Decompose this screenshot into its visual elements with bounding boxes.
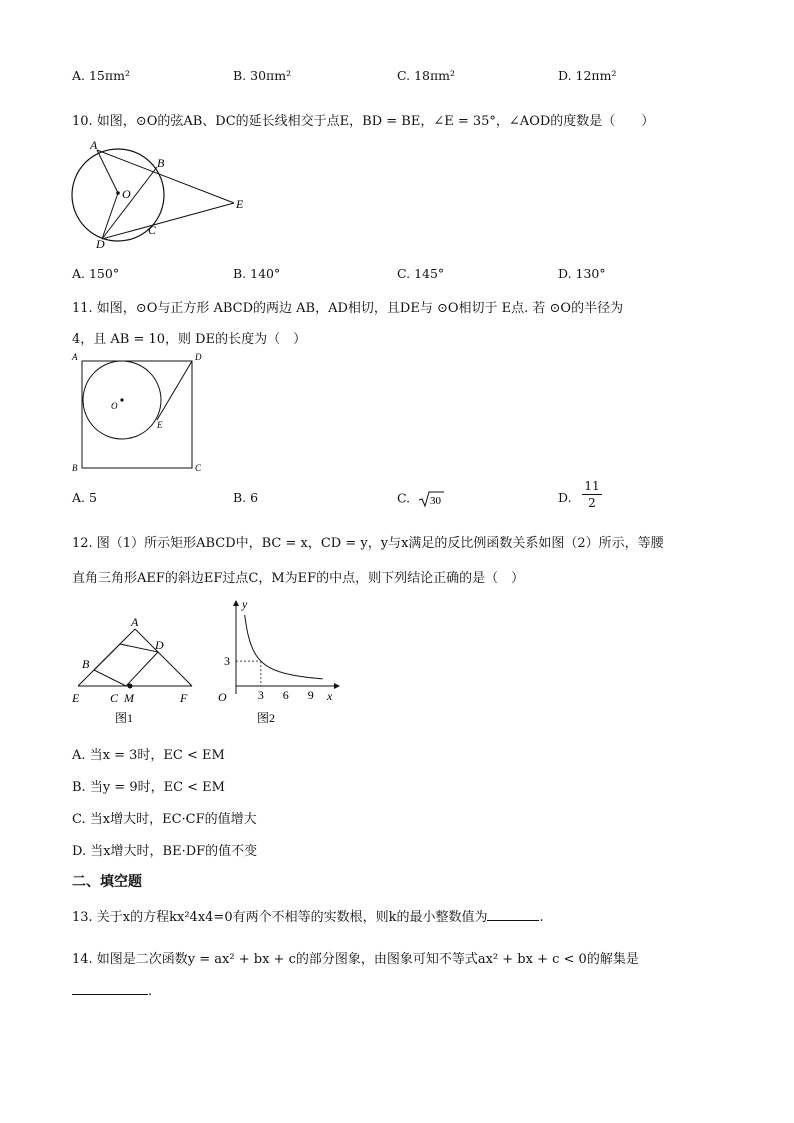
q10-center-dot	[116, 191, 120, 195]
q11-option-c-radicand: 30	[430, 495, 442, 507]
fig2-caption: 图2	[256, 711, 276, 725]
q9-option-d: D. 12πm²	[558, 68, 617, 83]
q10-label-o: O	[122, 187, 131, 201]
fig1-label-a: A	[131, 615, 139, 629]
q11-sqrt-sign	[418, 490, 444, 508]
q11-label-b: B	[72, 463, 78, 473]
q10-label-a: A	[90, 138, 98, 152]
q11-option-d-fraction	[582, 479, 602, 510]
q11-square	[82, 361, 192, 468]
fig1-label-b: B	[82, 657, 90, 671]
fig1-point-m	[128, 684, 133, 689]
q12-option-d: D. 当x增大时，BE·DF的值不变	[72, 844, 258, 859]
q11-stem-line2: 4，且 AB = 10，则 DE的长度为（ ）	[72, 332, 307, 347]
q12-stem-line1: 12. 图（1）所示矩形ABCD中，BC = x，CD = y，y与x满足的反比例函数关系如图（2）所示，等腰	[72, 536, 664, 551]
q11-option-d-numerator: 11	[584, 479, 600, 493]
fig2-tick-x9: 9	[307, 688, 314, 702]
q12-figure1	[68, 606, 208, 731]
q11-label-o: O	[111, 401, 118, 411]
fig1-label-f: F	[180, 691, 188, 705]
q11-figure	[66, 350, 216, 475]
q11-option-d-denominator: 2	[588, 496, 596, 510]
q10-line-de	[102, 203, 234, 239]
q11-option-c-letter: C.	[397, 490, 411, 506]
fig2-tick-x3: 3	[257, 688, 264, 702]
fig1-label-m: M	[124, 691, 134, 705]
fig2-curve	[245, 615, 323, 679]
q13	[72, 906, 544, 925]
q10-label-b: B	[157, 156, 165, 170]
q14-stem: 14. 如图是二次函数y = ax² + bx + c的部分图象，由图象可知不等式ax² + bx + c < 0的解集是	[72, 952, 639, 967]
q13-stem: 13. 关于x的方程kx²4x4=0有两个不相等的实数根，则k的最小整数值为	[72, 910, 488, 925]
q10-option-d: D. 130°	[558, 266, 606, 281]
q11-label-c: C	[195, 463, 202, 473]
section-title: 二、填空题	[72, 874, 142, 890]
q11-option-c	[397, 490, 444, 508]
fig1-label-e: E	[72, 691, 80, 705]
fig1-rectangle	[94, 644, 158, 686]
q13-answer-blank	[487, 910, 539, 921]
q10-option-b: B. 140°	[233, 266, 281, 281]
q10-line-od	[102, 193, 118, 239]
fig1-label-d: D	[155, 638, 164, 652]
fig2-label-origin: O	[218, 690, 227, 704]
q9-option-a: A. 15πm²	[72, 68, 130, 83]
q9-option-b: B. 30πm²	[233, 68, 292, 83]
q10-figure	[60, 136, 260, 256]
q14-answer-line	[72, 984, 152, 999]
q10-label-e: E	[236, 197, 244, 211]
q11-label-e: E	[157, 420, 163, 430]
q10-label-d: D	[96, 237, 105, 251]
q11-option-d-letter: D.	[558, 490, 572, 505]
q12-option-a: A. 当x = 3时，EC < EM	[72, 748, 225, 763]
q11-stem-line1: 11. 如图，⊙O与正方形 ABCD的两边 AB，AD相切，且DE与 ⊙O相切于 E点. 若 ⊙O的半径为	[72, 301, 624, 316]
q11-center-dot	[120, 398, 123, 401]
fig2-x-arrow	[334, 683, 340, 689]
q12-stem-line2: 直角三角形AEF的斜边EF过点C，M为EF的中点，则下列结论正确的是（ ）	[72, 571, 525, 586]
q11-label-a: A	[72, 352, 78, 362]
q11-label-d: D	[195, 352, 202, 362]
q9-option-c: C. 18πm²	[397, 68, 456, 83]
fig2-y-arrow	[233, 600, 239, 606]
q11-option-b: B. 6	[233, 490, 259, 505]
fig2-tick-y3: 3	[224, 654, 230, 669]
q12-option-b: B. 当y = 9时，EC < EM	[72, 780, 225, 795]
fig1-label-c: C	[110, 691, 119, 705]
q10-option-c: C. 145°	[397, 266, 445, 281]
q10-stem: 10. 如图，⊙O的弦AB、DC的延长线相交于点E，BD = BE，∠E = 35°，∠AOD的度数是（ ）	[72, 114, 655, 129]
q13-end: .	[539, 910, 544, 925]
q14-end: .	[148, 984, 153, 999]
q14-answer-blank	[72, 984, 148, 995]
q10-option-a: A. 150°	[72, 266, 120, 281]
q11-line-de	[157, 361, 192, 420]
fig2-label-x: x	[327, 689, 333, 703]
fig2-label-y: y	[242, 598, 248, 611]
q10-label-c: C	[148, 223, 157, 237]
q12-figure2	[210, 598, 340, 730]
fig2-tick-x6: 6	[282, 688, 289, 702]
q12-option-c: C. 当x增大时，EC·CF的值增大	[72, 812, 257, 827]
q11-option-a: A. 5	[72, 490, 97, 505]
fig1-caption: 图1	[114, 711, 134, 725]
